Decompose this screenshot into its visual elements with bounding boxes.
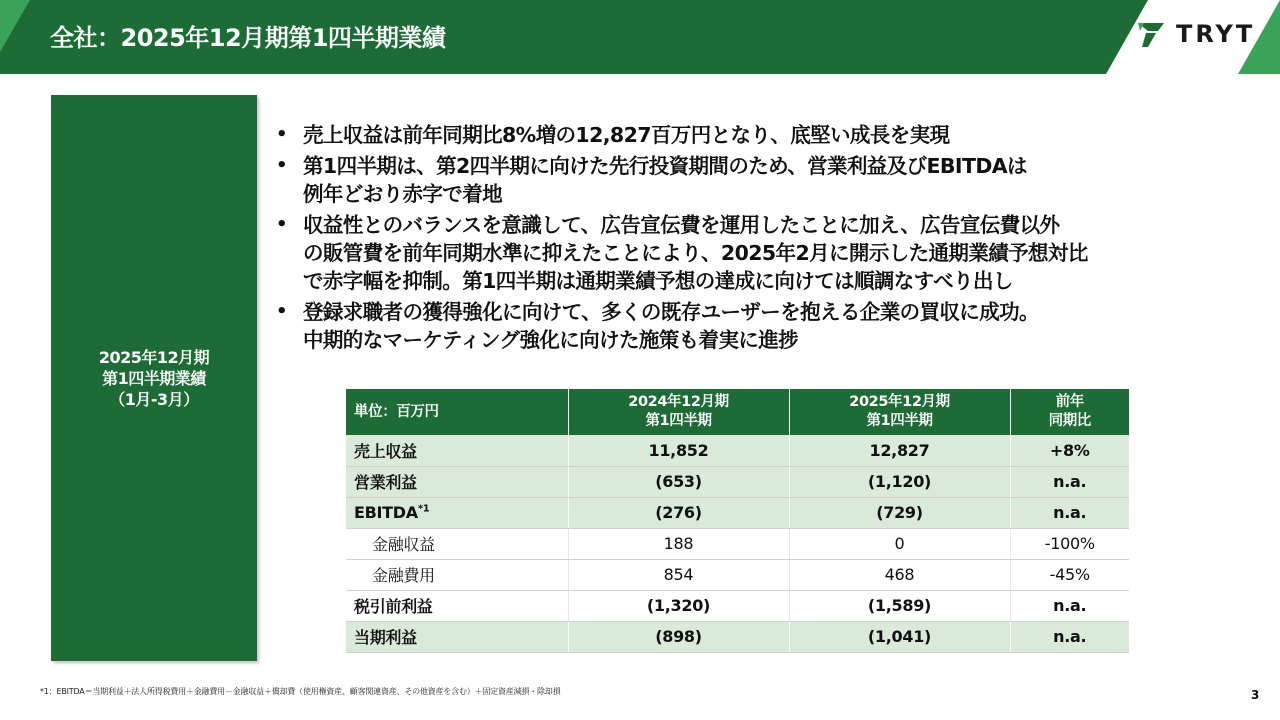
footnote-marker: *1 <box>417 503 430 515</box>
bullet-text: 売上収益は前年同期比8%増の12,827百万円となり、底堅い成長を実現 <box>303 123 950 147</box>
cell-2024: 854 <box>568 559 789 590</box>
table-row <box>346 621 1129 652</box>
cell-2024: (1,320) <box>568 590 789 621</box>
unit-header: 単位：百万円 <box>346 389 568 435</box>
table-row <box>346 466 1129 497</box>
footnote: *1：EBITDA＝当期利益＋法人所得税費用＋金融費用－金融収益＋償却費（使用権資産、顧客関連資産、その他資産を含む）＋固定資産減損・除却損 <box>40 687 561 696</box>
summary-panel <box>51 95 257 661</box>
summary-line: 第1四半期業績 <box>102 368 206 388</box>
bullet-text: 例年どおり赤字で着地 <box>303 182 502 206</box>
bullet-dot-icon: • <box>276 214 287 235</box>
page-number: 3 <box>1251 688 1260 702</box>
table-row <box>346 497 1129 528</box>
row-label: 金融収益 <box>346 528 568 559</box>
summary-line: （1月-3月） <box>109 389 199 409</box>
logo-mark-icon <box>1136 19 1166 49</box>
col-header-2025: 2025年12月期 第1四半期 <box>789 389 1010 435</box>
cell-yoy: -100% <box>1010 528 1129 559</box>
slide-header <box>0 0 1280 74</box>
bullet-text: で赤字幅を抑制。第1四半期は通期業績予想の達成に向けては順調なすべり出し <box>303 269 1013 293</box>
cell-yoy: n.a. <box>1010 621 1129 652</box>
table-row <box>346 528 1129 559</box>
logo-text: TRYT <box>1176 20 1256 48</box>
cell-2024: (898) <box>568 621 789 652</box>
bullet-text: 登録求職者の獲得強化に向けて、多くの既存ユーザーを抱える企業の買収に成功。 <box>303 300 1039 324</box>
cell-2025: (1,120) <box>789 466 1010 497</box>
cell-2024: (653) <box>568 466 789 497</box>
brand-logo <box>1136 14 1255 54</box>
cell-2025: 12,827 <box>789 435 1010 466</box>
cell-2025: 0 <box>789 528 1010 559</box>
row-label: EBITDA$^{*1}$ <box>346 497 568 528</box>
bullet-item <box>272 211 1252 295</box>
bullet-item <box>272 121 1252 149</box>
row-label: 税引前利益 <box>346 590 568 621</box>
cell-2024: 188 <box>568 528 789 559</box>
bullet-text: 収益性とのバランスを意識して、広告宣伝費を運用したことに加え、広告宣伝費以外 <box>303 213 1060 237</box>
bullet-text: 第1四半期は、第2四半期に向けた先行投資期間のため、営業利益及びEBITDAは <box>303 154 1027 178</box>
table-row <box>346 590 1129 621</box>
col-header-yoy: 前年 同期比 <box>1010 389 1129 435</box>
bullet-item <box>272 298 1252 354</box>
cell-2025: 468 <box>789 559 1010 590</box>
bullet-item <box>272 152 1252 208</box>
table-row <box>346 435 1129 466</box>
bullet-list <box>272 121 1252 357</box>
table-row <box>346 559 1129 590</box>
row-label: 金融費用 <box>346 559 568 590</box>
bullet-dot-icon: • <box>276 155 287 176</box>
bullet-text: 中期的なマーケティング強化に向けた施策も着実に進捗 <box>303 328 799 352</box>
cell-yoy: +8% <box>1010 435 1129 466</box>
bullet-dot-icon: • <box>276 124 287 145</box>
bullet-dot-icon: • <box>276 301 287 322</box>
table-header-row <box>346 389 1129 435</box>
cell-2024: 11,852 <box>568 435 789 466</box>
bullet-text: の販管費を前年同期水準に抑えたことにより、2025年2月に開示した通期業績予想対比 <box>303 241 1088 265</box>
cell-yoy: n.a. <box>1010 590 1129 621</box>
col-header-2024: 2024年12月期 第1四半期 <box>568 389 789 435</box>
cell-yoy: n.a. <box>1010 466 1129 497</box>
cell-2025: (729) <box>789 497 1010 528</box>
row-label: 営業利益 <box>346 466 568 497</box>
header-left-stripe <box>0 0 30 52</box>
cell-yoy: n.a. <box>1010 497 1129 528</box>
financial-results-table <box>346 389 1129 653</box>
cell-2025: (1,589) <box>789 590 1010 621</box>
page-title: 全社：2025年12月期第1四半期業績 <box>50 24 446 52</box>
row-label: 売上収益 <box>346 435 568 466</box>
cell-2024: (276) <box>568 497 789 528</box>
row-label: 当期利益 <box>346 621 568 652</box>
cell-2025: (1,041) <box>789 621 1010 652</box>
summary-line: 2025年12月期 <box>98 347 210 367</box>
cell-yoy: -45% <box>1010 559 1129 590</box>
